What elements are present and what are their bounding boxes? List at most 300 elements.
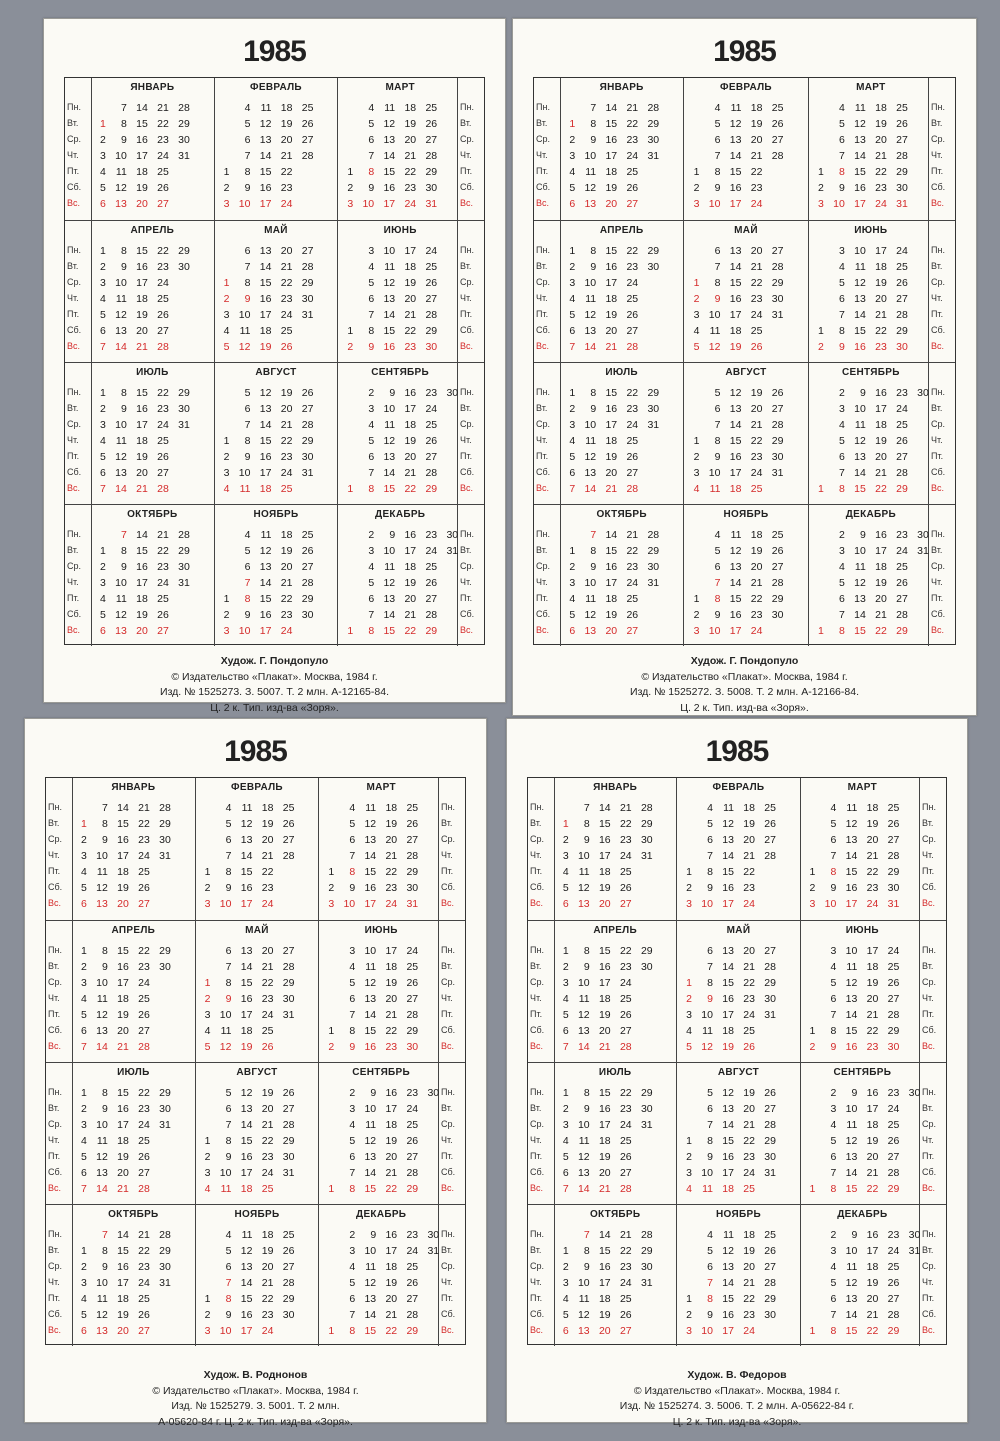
day-number: 6 <box>244 403 251 415</box>
day-number: 2 <box>349 1087 356 1099</box>
day-number: 28 <box>159 802 171 814</box>
weekday-label: Сб. <box>922 1167 937 1177</box>
day-number: 6 <box>562 1167 569 1179</box>
weekday-label: Пн. <box>536 102 550 112</box>
month-block <box>560 78 684 220</box>
day-number: 13 <box>240 1261 253 1273</box>
day-number: 23 <box>619 961 632 973</box>
day-number: 29 <box>282 1135 295 1147</box>
day-number: 12 <box>854 577 866 589</box>
day-number: 10 <box>115 577 127 589</box>
day-number: 3 <box>686 1325 692 1337</box>
day-number: 10 <box>584 577 597 589</box>
day-number: 6 <box>830 993 837 1005</box>
day-number: 11 <box>854 561 866 573</box>
day-number: 30 <box>640 961 653 973</box>
day-number: 10 <box>219 898 232 910</box>
month-name: ДЕКАБРЬ <box>375 509 426 520</box>
month-name: СЕНТЯБРЬ <box>352 1067 411 1078</box>
day-number: 30 <box>640 1261 653 1273</box>
day-number: 12 <box>383 118 396 130</box>
day-number: 15 <box>729 166 742 178</box>
day-number: 15 <box>383 325 396 337</box>
day-number: 3 <box>817 198 824 210</box>
day-number: 30 <box>896 341 908 353</box>
day-number: 31 <box>301 309 314 321</box>
weekday-label: Ср. <box>48 1261 63 1271</box>
month-block <box>215 505 339 646</box>
weekday-column <box>46 1063 73 1204</box>
day-number: 6 <box>714 561 721 573</box>
day-number: 24 <box>619 850 632 862</box>
weekday-label: Пн. <box>931 102 945 112</box>
weekday-label: Сб. <box>536 182 551 192</box>
month-block <box>319 778 443 920</box>
weekday-label: Чт. <box>931 293 943 303</box>
weekday-label: Пн. <box>460 102 474 112</box>
footer-line: Ц. 2 к. Тип. изд-ва «Зоря». <box>672 1416 802 1428</box>
day-number: 16 <box>383 341 396 353</box>
day-number: 27 <box>619 898 632 910</box>
day-number: 17 <box>598 1277 611 1289</box>
weekday-label: Вс. <box>441 1041 455 1051</box>
weekday-label: Чт. <box>536 150 548 160</box>
day-number: 13 <box>96 1325 108 1337</box>
day-number: 22 <box>138 818 150 830</box>
day-number: 18 <box>866 961 879 973</box>
day-number: 8 <box>368 483 375 495</box>
day-number: 4 <box>204 1025 211 1037</box>
day-number: 5 <box>368 277 375 289</box>
day-number: 6 <box>225 945 232 957</box>
day-number: 9 <box>859 387 866 399</box>
day-number: 27 <box>406 993 419 1005</box>
day-number: 12 <box>584 451 597 463</box>
day-number: 29 <box>764 1293 776 1305</box>
day-number: 14 <box>383 467 396 479</box>
day-number: 20 <box>866 1293 879 1305</box>
day-number: 19 <box>136 309 148 321</box>
day-number: 16 <box>866 1229 879 1241</box>
month-block <box>560 221 684 362</box>
day-number: 14 <box>584 341 597 353</box>
day-number: 1 <box>328 1325 335 1337</box>
weekday-label: Пн. <box>48 802 62 812</box>
day-number: 4 <box>349 961 356 973</box>
day-number: 28 <box>896 609 908 621</box>
day-number: 17 <box>385 1245 398 1257</box>
day-number: 19 <box>605 609 618 621</box>
day-number: 11 <box>702 1183 713 1195</box>
day-number: 20 <box>117 1025 129 1037</box>
day-number: 18 <box>866 1261 879 1273</box>
day-number: 27 <box>887 1151 900 1163</box>
weekday-label: Пт. <box>530 1151 543 1161</box>
day-number: 5 <box>81 882 87 894</box>
day-number: 4 <box>225 802 232 814</box>
day-number: 2 <box>81 834 87 846</box>
weekday-label: Пт. <box>67 593 80 603</box>
day-number: 24 <box>404 198 417 210</box>
day-number: 29 <box>301 593 314 605</box>
weekday-label: Сб. <box>530 1309 545 1319</box>
day-number: 12 <box>96 1009 108 1021</box>
day-number: 31 <box>771 467 784 479</box>
day-number: 15 <box>729 277 742 289</box>
footer-line: Ц. 2 к. Тип. изд-ва «Зоря». <box>680 702 809 714</box>
day-number: 15 <box>136 118 148 130</box>
day-number: 30 <box>159 961 171 973</box>
weekday-label: Чт. <box>48 850 60 860</box>
day-number: 27 <box>887 834 900 846</box>
day-number: 26 <box>743 1041 755 1053</box>
day-number: 26 <box>157 451 169 463</box>
day-number: 13 <box>854 593 866 605</box>
day-number: 18 <box>261 1229 274 1241</box>
day-number: 5 <box>569 609 576 621</box>
month-name: АПРЕЛЬ <box>593 925 637 936</box>
day-number: 1 <box>204 1135 211 1147</box>
day-number: 14 <box>845 850 858 862</box>
day-number: 11 <box>702 1025 713 1037</box>
day-number: 23 <box>425 387 438 399</box>
day-number: 16 <box>729 182 742 194</box>
day-number: 27 <box>764 945 776 957</box>
day-number: 7 <box>120 102 127 114</box>
day-number: 30 <box>771 609 784 621</box>
weekday-label: Сб. <box>48 1025 63 1035</box>
day-number: 2 <box>347 182 354 194</box>
month-block <box>809 78 933 220</box>
weekday-label: Ср. <box>922 834 937 844</box>
day-number: 23 <box>157 403 169 415</box>
day-number: 7 <box>368 467 375 479</box>
day-number: 30 <box>425 341 438 353</box>
day-number: 19 <box>385 818 398 830</box>
weekday-label: Вс. <box>67 198 81 208</box>
day-number: 16 <box>854 341 866 353</box>
day-number: 6 <box>225 1103 232 1115</box>
day-number: 2 <box>817 182 824 194</box>
weekday-label: Вт. <box>67 545 79 555</box>
day-number: 26 <box>406 1135 419 1147</box>
day-number: 23 <box>750 182 763 194</box>
day-number: 25 <box>406 1119 419 1131</box>
weekday-label: Вт. <box>441 1245 453 1255</box>
day-number: 23 <box>866 882 879 894</box>
month-block <box>677 1063 800 1204</box>
day-number: 14 <box>845 1009 858 1021</box>
day-number: 2 <box>838 387 845 399</box>
day-number: 14 <box>364 1009 377 1021</box>
day-number: 19 <box>729 341 742 353</box>
day-number: 17 <box>117 850 129 862</box>
weekday-column <box>534 505 561 646</box>
day-number: 20 <box>605 198 618 210</box>
day-number: 19 <box>750 545 763 557</box>
day-number: 14 <box>722 850 734 862</box>
weekday-label: Вс. <box>48 898 62 908</box>
weekday-label: Вс. <box>441 1183 455 1193</box>
weekday-label: Чт. <box>530 850 542 860</box>
day-number: 5 <box>707 1245 713 1257</box>
day-number: 7 <box>349 850 356 862</box>
weekday-label: Пт. <box>48 1293 61 1303</box>
weekday-label: Чт. <box>48 1135 60 1145</box>
day-number: 10 <box>364 1245 377 1257</box>
day-number: 26 <box>138 1151 150 1163</box>
day-number: 22 <box>750 166 763 178</box>
day-number: 2 <box>81 961 87 973</box>
day-number: 26 <box>301 545 314 557</box>
day-number: 5 <box>81 1309 87 1321</box>
footer-line: Изд. № 1525274. З. 5006. Т. 2 млн. А-05622-84 г. <box>619 1400 855 1412</box>
day-number: 14 <box>722 961 734 973</box>
day-number: 3 <box>569 150 576 162</box>
weekday-label: Чт. <box>67 577 79 587</box>
day-number: 2 <box>686 882 692 894</box>
day-number: 28 <box>178 529 190 541</box>
weekday-label: Пн. <box>441 1229 455 1239</box>
month-name: АВГУСТ <box>236 1067 278 1078</box>
day-number: 25 <box>764 1229 776 1241</box>
weekday-label: Пт. <box>48 1009 61 1019</box>
day-number: 17 <box>854 198 866 210</box>
weekday-label: Вт. <box>536 545 548 555</box>
weekday-label: Вт. <box>460 261 472 271</box>
day-number: 25 <box>261 1183 274 1195</box>
day-number: 6 <box>714 134 721 146</box>
weekday-label: Вс. <box>922 1183 936 1193</box>
month-block <box>72 778 196 920</box>
day-number: 6 <box>707 1261 713 1273</box>
day-number: 29 <box>406 1183 419 1195</box>
day-number: 20 <box>261 1261 274 1273</box>
weekday-label: Пт. <box>460 451 473 461</box>
day-number: 1 <box>223 435 230 447</box>
day-number: 28 <box>771 150 784 162</box>
day-number: 12 <box>259 545 272 557</box>
day-number: 20 <box>117 898 129 910</box>
day-number: 23 <box>875 341 887 353</box>
calendar-card <box>43 18 506 714</box>
day-number: 25 <box>425 419 438 431</box>
day-number: 10 <box>115 277 127 289</box>
day-number: 17 <box>866 1245 879 1257</box>
day-number: 26 <box>626 182 639 194</box>
month-name: НОЯБРЬ <box>723 509 769 520</box>
day-number: 26 <box>138 1009 150 1021</box>
month-block <box>91 78 215 220</box>
day-number: 3 <box>686 1009 692 1021</box>
weekday-label: Пн. <box>67 245 81 255</box>
month-name: АПРЕЛЬ <box>111 925 156 936</box>
weekday-label: Пн. <box>48 945 62 955</box>
day-number: 23 <box>385 882 398 894</box>
day-number: 7 <box>714 419 721 431</box>
day-number: 13 <box>845 834 858 846</box>
weekday-label: Сб. <box>48 1167 63 1177</box>
day-number: 30 <box>282 993 295 1005</box>
month-name: ОКТЯБРЬ <box>596 509 647 520</box>
day-number: 24 <box>406 1103 419 1115</box>
day-number: 9 <box>120 403 127 415</box>
day-number: 11 <box>384 102 396 114</box>
weekday-label: Чт. <box>530 1135 542 1145</box>
day-number: 9 <box>370 1229 377 1241</box>
weekday-label: Пн. <box>460 529 474 539</box>
day-number: 11 <box>384 419 396 431</box>
day-number: 9 <box>225 1309 232 1321</box>
day-number: 4 <box>707 802 713 814</box>
day-number: 7 <box>707 961 713 973</box>
day-number: 17 <box>136 577 148 589</box>
day-number: 8 <box>101 1087 108 1099</box>
day-number: 6 <box>368 293 375 305</box>
day-number: 28 <box>619 1041 632 1053</box>
day-number: 8 <box>590 387 597 399</box>
weekday-label: Чт. <box>931 435 943 445</box>
day-number: 6 <box>569 325 576 337</box>
day-number: 28 <box>282 850 295 862</box>
month-block <box>809 363 933 504</box>
day-number: 16 <box>605 403 618 415</box>
day-number: 26 <box>896 577 908 589</box>
day-number: 31 <box>647 150 660 162</box>
weekday-label: Пн. <box>530 1229 544 1239</box>
day-number: 18 <box>866 802 879 814</box>
day-number: 15 <box>117 945 129 957</box>
day-number: 10 <box>362 198 375 210</box>
weekday-label: Вт. <box>922 961 934 971</box>
day-number: 19 <box>598 1309 611 1321</box>
day-number: 31 <box>406 898 419 910</box>
day-number: 17 <box>259 309 272 321</box>
day-number: 9 <box>859 529 866 541</box>
day-number: 23 <box>425 529 438 541</box>
day-number: 13 <box>729 403 742 415</box>
day-number: 24 <box>887 1103 900 1115</box>
day-number: 9 <box>349 1041 356 1053</box>
day-number: 13 <box>240 945 253 957</box>
day-number: 25 <box>301 529 314 541</box>
day-number: 23 <box>261 993 274 1005</box>
day-number: 27 <box>896 134 908 146</box>
day-number: 18 <box>605 293 618 305</box>
day-number: 5 <box>81 1009 87 1021</box>
day-number: 17 <box>598 850 611 862</box>
weekday-label: Пт. <box>441 1293 454 1303</box>
day-number: 3 <box>809 898 816 910</box>
day-number: 30 <box>446 529 459 541</box>
weekday-label: Вт. <box>536 403 548 413</box>
day-number: 11 <box>239 325 251 337</box>
day-number: 5 <box>225 1245 232 1257</box>
day-number: 10 <box>577 850 590 862</box>
day-number: 24 <box>626 277 639 289</box>
weekday-label: Сб. <box>460 609 475 619</box>
day-number: 7 <box>714 261 721 273</box>
day-number: 17 <box>383 198 396 210</box>
day-number: 9 <box>244 451 251 463</box>
day-number: 22 <box>385 1183 398 1195</box>
day-number: 24 <box>157 419 169 431</box>
day-number: 19 <box>385 1277 398 1289</box>
day-number: 29 <box>178 245 190 257</box>
day-number: 3 <box>347 198 354 210</box>
weekday-label: Чт. <box>460 150 472 160</box>
day-number: 8 <box>707 1293 713 1305</box>
day-number: 11 <box>239 483 251 495</box>
month-name: ИЮЛЬ <box>605 367 638 378</box>
day-number: 27 <box>887 1293 900 1305</box>
day-number: 28 <box>647 529 660 541</box>
day-number: 1 <box>328 1025 335 1037</box>
day-number: 3 <box>830 1103 837 1115</box>
day-number: 3 <box>562 1119 569 1131</box>
day-number: 26 <box>764 1087 776 1099</box>
day-number: 14 <box>96 1183 108 1195</box>
day-number: 29 <box>301 435 314 447</box>
day-number: 15 <box>722 977 734 989</box>
month-name: ИЮЛЬ <box>598 1067 632 1078</box>
day-number: 11 <box>723 802 734 814</box>
month-block <box>809 505 933 646</box>
weekday-label: Вт. <box>931 403 943 413</box>
day-number: 26 <box>626 609 639 621</box>
weekday-label: Вс. <box>67 341 81 351</box>
day-number: 14 <box>598 802 611 814</box>
month-block <box>801 778 924 920</box>
day-number: 11 <box>846 1261 858 1273</box>
day-number: 18 <box>117 866 129 878</box>
day-number: 27 <box>425 451 438 463</box>
day-number: 21 <box>743 961 755 973</box>
day-number: 23 <box>619 1103 632 1115</box>
weekday-label: Вс. <box>931 341 945 351</box>
day-number: 8 <box>120 387 127 399</box>
day-number: 24 <box>626 577 639 589</box>
day-number: 26 <box>750 341 763 353</box>
day-number: 13 <box>722 834 734 846</box>
day-number: 20 <box>750 134 763 146</box>
day-number: 24 <box>743 1167 755 1179</box>
day-number: 25 <box>406 961 419 973</box>
day-number: 8 <box>838 483 845 495</box>
day-number: 21 <box>117 1041 129 1053</box>
day-number: 8 <box>830 1025 837 1037</box>
day-number: 13 <box>259 561 272 573</box>
day-number: 28 <box>282 1119 295 1131</box>
weekday-label: Сб. <box>922 882 937 892</box>
day-number: 17 <box>385 1103 398 1115</box>
day-number: 6 <box>838 593 845 605</box>
day-number: 26 <box>771 118 784 130</box>
day-number: 8 <box>120 545 127 557</box>
day-number: 8 <box>349 866 356 878</box>
quarter-row <box>46 778 465 920</box>
day-number: 12 <box>115 609 127 621</box>
day-number: 28 <box>138 1041 150 1053</box>
month-block <box>196 778 320 920</box>
day-number: 6 <box>714 245 721 257</box>
day-number: 26 <box>282 1087 295 1099</box>
weekday-label: Вс. <box>48 1041 62 1051</box>
day-number: 23 <box>138 1261 150 1273</box>
weekday-label: Ср. <box>931 561 946 571</box>
weekday-label: Вс. <box>536 483 550 493</box>
day-number: 20 <box>875 451 887 463</box>
